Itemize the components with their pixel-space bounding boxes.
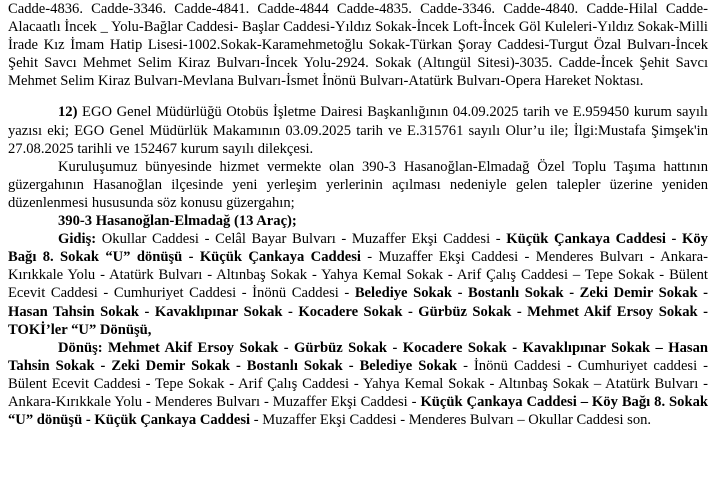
item-12-body: Kuruluşumuz bünyesinde hizmet vermekte olan 390-3 Hasanoğlan-Elmadağ Özel Toplu Taşıma hattının güzergahının Hasanoğlan ilçesinde yeni yerleşim yerlerinin açılması nedeniyle gelen talepler üzerine yeniden düzenlenmesi hususunda söz konusu güzergahın; — [8, 158, 708, 211]
item-12-intro — [8, 103, 708, 157]
gidis-paragraph — [8, 230, 708, 339]
item-12-number: 12) — [58, 104, 78, 121]
route-title — [8, 212, 708, 230]
gidis-route — [8, 231, 708, 337]
gidis-segment: Okullar Caddesi - Celâl Bayar Bulvarı - Muzaffer Ekşi Caddesi - — [101, 231, 507, 248]
previous-route-paragraph: Cadde-4836. Cadde-3346. Cadde-4841. Cadde-4844 Cadde-4835. Cadde-3346. Cadde-4840. Cadde-Hilal Cadde-Alacaatlı İncek _ Yolu-Bağlar Caddesi- Başlar Caddesi-Yıldız Sokak-İncek Loft-İncek Göl Kuleleri-Yıldız Sokak-Milli İrade Kız İmam Hatip Lisesi-1002.Sokak-Karamehmetoğlu Sokak-Türkan Şoray Caddesi-Turgut Özal Bulvarı-İncek Şehit Savcı Mehmet Selim Kiraz Bulvarı-İncek Yolu-2924. Sokak (Altıngül Sitesi)-3035. Cadde-İncek Şehit Savcı Mehmet Selim Kiraz Bulvarı-Mevlana Bulvarı-İsmet İnönü Bulvarı-Atatürk Bulvarı-Opera Hareket Noktası. — [8, 1, 708, 90]
donus-segment: Küçük Çankaya Caddesi – Köy Bağı 8. Sokak “U” dönüşü - Küçük Çankaya Caddesi — [8, 393, 708, 429]
donus-segment: - İnönü Caddesi - Cumhuriyet caddesi - Bülent Ecevit Caddesi - Tepe Sokak - Arif Çalış Caddesi - Yahya Kemal Sokak - Altınbaş Sokak – Atatürk Bulvarı - Ankara-Kırıkkale Yolu - Menderes Bulvarı - Muzaffer Ekşi Caddesi - — [8, 357, 708, 410]
donus-segment: Mehmet Akif Ersoy Sokak - Gürbüz Sokak - Kocadere Sokak - Kavaklıpınar Sokak – Hasan Tahsin Sokak - Zeki Demir Sokak - Bostanlı Sokak - Belediye Sokak — [8, 339, 708, 374]
gidis-segment: - Muzaffer Ekşi Caddesi - Menderes Bulvarı - Ankara-Kırıkkale Yolu - Atatürk Bulvarı - Altınbaş Sokak - Yahya Kemal Sokak - Arif Çalış Caddesi – Tepe Sokak - Bülent Ecevit Caddesi - Cumhuriyet Caddesi - İnönü Caddesi - — [8, 249, 709, 302]
item-12-intro-text: EGO Genel Müdürlüğü Otobüs İşletme Dairesi Başkanlığının 04.09.2025 tarih ve E.959450 kurum sayılı yazısı eki; EGO Genel Müdürlük Makamının 03.09.2025 tarih ve E.315761 sayılı Olur’u ile; İlgi:Mustafa Şimşek'in 27.08.2025 tarihli ve 152467 kurum sayılı dilekçesi. — [8, 104, 708, 157]
route-title-text: 390-3 Hasanoğlan-Elmadağ (13 Araç); — [58, 213, 297, 230]
donus-label: Dönüş: — [58, 339, 103, 356]
donus-segment: - Muzaffer Ekşi Caddesi - Menderes Bulvarı – Okullar Caddesi son. — [250, 412, 652, 429]
paragraph-gap — [8, 90, 708, 103]
gidis-segment: Küçük Çankaya Caddesi - Köy Bağı 8. Sokak “U” dönüşü - Küçük Çankaya Caddesi — [8, 231, 708, 266]
donus-route — [8, 340, 708, 428]
donus-paragraph — [8, 339, 708, 429]
gidis-segment: Belediye Sokak - Bostanlı Sokak - Zeki Demir Sokak - Hasan Tahsin Sokak - Kavaklıpınar Sokak - Kocadere Sokak - Gürbüz Sokak - Mehmet Akif Ersoy Sokak - TOKİ’ler “U” Dönüşü, — [8, 285, 708, 338]
document-page — [8, 0, 708, 429]
gidis-label: Gidiş: — [58, 231, 97, 248]
